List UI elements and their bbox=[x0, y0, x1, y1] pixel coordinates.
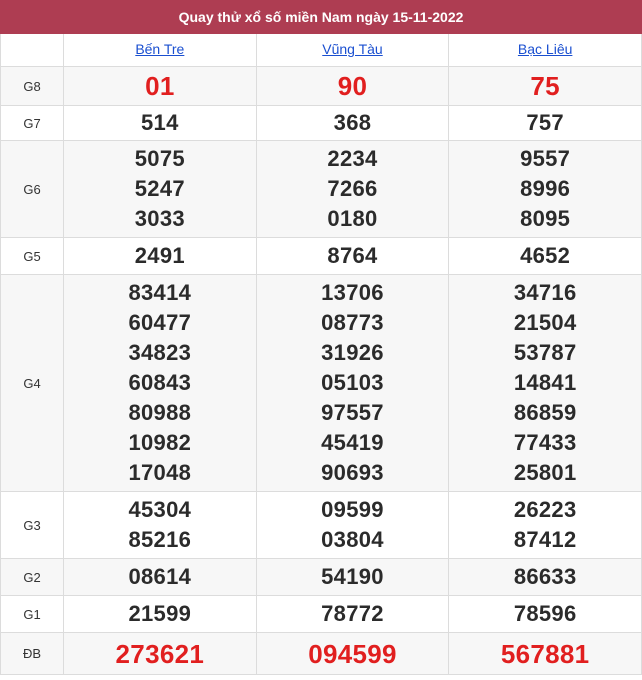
result-cell bbox=[256, 275, 449, 492]
province-link-vung-tau[interactable]: Vũng Tàu bbox=[322, 41, 383, 57]
result-cell bbox=[256, 106, 449, 141]
page-title: Quay thử xổ số miền Nam ngày 15-11-2022 bbox=[0, 0, 642, 34]
result-number: 21599 bbox=[128, 601, 192, 626]
result-number: 86633 bbox=[513, 564, 577, 589]
result-number: 34823 bbox=[128, 340, 192, 365]
result-number: 03804 bbox=[321, 527, 384, 552]
result-number: 7266 bbox=[327, 176, 378, 201]
result-number: 10982 bbox=[128, 430, 192, 455]
result-cell bbox=[256, 67, 449, 106]
prize-row bbox=[1, 141, 642, 238]
result-cell bbox=[64, 275, 257, 492]
result-number: 97557 bbox=[321, 400, 384, 425]
prize-row bbox=[1, 633, 642, 675]
result-number: 01 bbox=[145, 71, 175, 101]
province-header bbox=[256, 34, 449, 67]
result-number: 78596 bbox=[513, 601, 577, 626]
prize-label: G1 bbox=[1, 596, 64, 633]
result-cell bbox=[449, 633, 642, 675]
prize-label: G7 bbox=[1, 106, 64, 141]
result-number: 368 bbox=[333, 110, 372, 135]
result-cell bbox=[449, 67, 642, 106]
result-number: 5247 bbox=[134, 176, 185, 201]
prize-label: G3 bbox=[1, 492, 64, 559]
result-number: 83414 bbox=[128, 280, 192, 305]
result-number: 53787 bbox=[513, 340, 577, 365]
result-number: 77433 bbox=[513, 430, 577, 455]
result-cell bbox=[64, 559, 257, 596]
prize-row bbox=[1, 559, 642, 596]
prize-row bbox=[1, 106, 642, 141]
result-cell bbox=[256, 492, 449, 559]
result-number: 26223 bbox=[513, 497, 577, 522]
province-header-row bbox=[1, 34, 642, 67]
result-number: 8764 bbox=[327, 243, 378, 268]
result-number: 45304 bbox=[128, 497, 192, 522]
result-number: 60843 bbox=[128, 370, 192, 395]
result-number: 25801 bbox=[513, 460, 577, 485]
result-number: 8996 bbox=[520, 176, 571, 201]
prize-row bbox=[1, 596, 642, 633]
result-number: 5075 bbox=[134, 146, 185, 171]
prize-column-header bbox=[1, 34, 64, 67]
prize-row bbox=[1, 275, 642, 492]
result-number: 17048 bbox=[128, 460, 192, 485]
result-number: 567881 bbox=[500, 638, 590, 669]
result-number: 90693 bbox=[321, 460, 384, 485]
result-number: 08773 bbox=[321, 310, 384, 335]
result-number: 14841 bbox=[513, 370, 577, 395]
result-number: 90 bbox=[337, 71, 368, 101]
result-cell bbox=[256, 596, 449, 633]
result-number: 09599 bbox=[321, 497, 384, 522]
prize-label: G2 bbox=[1, 559, 64, 596]
prize-label: G4 bbox=[1, 275, 64, 492]
result-cell bbox=[64, 633, 257, 675]
result-cell bbox=[449, 238, 642, 275]
result-number: 54190 bbox=[321, 564, 384, 589]
result-cell bbox=[256, 559, 449, 596]
result-cell bbox=[449, 275, 642, 492]
result-number: 05103 bbox=[321, 370, 384, 395]
result-cell bbox=[449, 141, 642, 238]
result-cell bbox=[256, 141, 449, 238]
result-number: 31926 bbox=[321, 340, 384, 365]
result-number: 8095 bbox=[520, 206, 571, 231]
result-cell bbox=[256, 633, 449, 675]
result-number: 45419 bbox=[321, 430, 384, 455]
prize-row bbox=[1, 492, 642, 559]
result-number: 13706 bbox=[321, 280, 384, 305]
result-number: 21504 bbox=[513, 310, 577, 335]
prize-label: G6 bbox=[1, 141, 64, 238]
result-cell bbox=[64, 492, 257, 559]
result-cell bbox=[64, 596, 257, 633]
result-number: 60477 bbox=[128, 310, 192, 335]
result-number: 273621 bbox=[115, 638, 205, 669]
result-cell bbox=[449, 106, 642, 141]
result-number: 75 bbox=[530, 71, 560, 101]
result-number: 2234 bbox=[327, 146, 378, 171]
results-table bbox=[0, 34, 642, 675]
result-number: 2491 bbox=[134, 243, 185, 268]
province-link-bac-lieu[interactable]: Bạc Liêu bbox=[517, 41, 573, 57]
result-number: 094599 bbox=[308, 638, 397, 669]
prize-label: G8 bbox=[1, 67, 64, 106]
prize-label: ĐB bbox=[1, 633, 64, 675]
result-cell bbox=[64, 238, 257, 275]
result-number: 85216 bbox=[128, 527, 192, 552]
result-number: 87412 bbox=[513, 527, 577, 552]
result-cell bbox=[64, 67, 257, 106]
result-number: 80988 bbox=[128, 400, 192, 425]
result-cell bbox=[449, 559, 642, 596]
prize-label: G5 bbox=[1, 238, 64, 275]
result-cell bbox=[449, 492, 642, 559]
prize-row bbox=[1, 67, 642, 106]
result-number: 514 bbox=[141, 110, 179, 135]
result-cell bbox=[449, 596, 642, 633]
result-number: 78772 bbox=[321, 601, 384, 626]
result-cell bbox=[64, 141, 257, 238]
result-number: 9557 bbox=[520, 146, 571, 171]
result-number: 08614 bbox=[128, 564, 192, 589]
result-cell bbox=[64, 106, 257, 141]
result-number: 757 bbox=[526, 110, 564, 135]
result-cell bbox=[256, 238, 449, 275]
prize-row bbox=[1, 238, 642, 275]
province-link-ben-tre[interactable]: Bến Tre bbox=[135, 41, 185, 57]
result-number: 0180 bbox=[327, 206, 378, 231]
result-number: 3033 bbox=[134, 206, 185, 231]
result-number: 34716 bbox=[513, 280, 577, 305]
province-header bbox=[449, 34, 642, 67]
province-header bbox=[64, 34, 257, 67]
result-number: 86859 bbox=[513, 400, 577, 425]
result-number: 4652 bbox=[520, 243, 571, 268]
